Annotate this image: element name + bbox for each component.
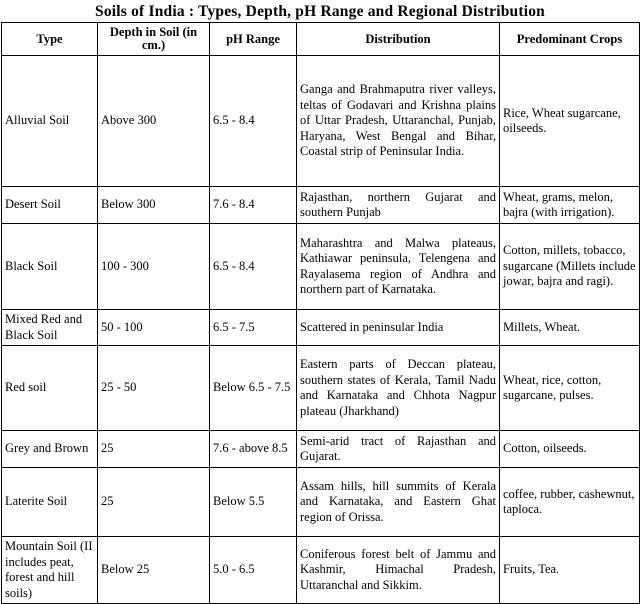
cell-distribution: Eastern parts of Deccan plateau, southern states of Kerala, Tamil Nadu and Karnataka and Chhota Nagpur plateau (Jharkhand) — [297, 346, 500, 431]
cell-ph: 6.5 - 8.4 — [210, 224, 297, 310]
cell-type: Desert Soil — [2, 187, 98, 224]
cell-type: Laterite Soil — [2, 468, 98, 537]
cell-distribution: Semi-arid tract of Rajasthan and Gujarat. — [297, 431, 500, 468]
soils-table — [1, 22, 640, 604]
table-row — [2, 187, 640, 224]
cell-type: Grey and Brown — [2, 431, 98, 468]
cell-distribution: Rajasthan, northern Gujarat and southern Punjab — [297, 187, 500, 224]
cell-type: Mixed Red and Black Soil — [2, 310, 98, 346]
header-depth: Depth in Soil (in cm.) — [98, 23, 210, 56]
cell-crops: Cotton, millets, tobacco, sugarcane (Millets include jowar, bajra and ragi). — [500, 224, 640, 310]
cell-type: Mountain Soil (II includes peat, forest and hill soils) — [2, 537, 98, 604]
cell-crops: Rice, Wheat sugarcane, oilseeds. — [500, 56, 640, 187]
cell-type: Black Soil — [2, 224, 98, 310]
cell-depth: 25 — [98, 468, 210, 537]
cell-depth: 25 — [98, 431, 210, 468]
table-row — [2, 537, 640, 604]
cell-depth: 50 - 100 — [98, 310, 210, 346]
header-crops: Predominant Crops — [500, 23, 640, 56]
cell-distribution: Scattered in peninsular India — [297, 310, 500, 346]
cell-crops: Wheat, grams, melon, bajra (with irrigation). — [500, 187, 640, 224]
table-row — [2, 224, 640, 310]
table-row — [2, 346, 640, 431]
cell-crops: Cotton, oilseeds. — [500, 431, 640, 468]
table-row — [2, 431, 640, 468]
cell-type: Alluvial Soil — [2, 56, 98, 187]
cell-crops: coffee, rubber, cashewnut, taploca. — [500, 468, 640, 537]
table-row — [2, 56, 640, 187]
header-ph: pH Range — [210, 23, 297, 56]
header-distribution: Distribution — [297, 23, 500, 56]
cell-crops: Wheat, rice, cotton, sugarcane, pulses. — [500, 346, 640, 431]
cell-distribution: Ganga and Brahmaputra river valleys, teltas of Godavari and Krishna plains of Uttar Pradesh, Uttaranchal, Punjab, Haryana, West Bengal and Bihar, Coastal strip of Peninsular India. — [297, 56, 500, 187]
cell-ph: 7.6 - above 8.5 — [210, 431, 297, 468]
cell-ph: 5.0 - 6.5 — [210, 537, 297, 604]
cell-depth: 25 - 50 — [98, 346, 210, 431]
cell-depth: 100 - 300 — [98, 224, 210, 310]
header-type: Type — [2, 23, 98, 56]
cell-distribution: Coniferous forest belt of Jammu and Kashmir, Himachal Pradesh, Uttaranchal and Sikkim. — [297, 537, 500, 604]
cell-distribution: Assam hills, hill summits of Kerala and Karnataka, and Eastern Ghat region of Orissa. — [297, 468, 500, 537]
cell-depth: Below 25 — [98, 537, 210, 604]
table-row — [2, 468, 640, 537]
table-row — [2, 310, 640, 346]
cell-ph: Below 5.5 — [210, 468, 297, 537]
table-title: Soils of India : Types, Depth, pH Range and Regional Distribution — [95, 3, 545, 20]
cell-crops: Millets, Wheat. — [500, 310, 640, 346]
cell-depth: Above 300 — [98, 56, 210, 187]
cell-type: Red soil — [2, 346, 98, 431]
cell-ph: 6.5 - 8.4 — [210, 56, 297, 187]
cell-depth: Below 300 — [98, 187, 210, 224]
cell-ph: 6.5 - 7.5 — [210, 310, 297, 346]
cell-ph: Below 6.5 - 7.5 — [210, 346, 297, 431]
cell-crops: Fruits, Tea. — [500, 537, 640, 604]
header-row — [2, 23, 640, 56]
cell-ph: 7.6 - 8.4 — [210, 187, 297, 224]
cell-distribution: Maharashtra and Malwa plateaus, Kathiawar peninsula, Telengena and Rayalasema region of Andhra and northern part of Karnataka. — [297, 224, 500, 310]
